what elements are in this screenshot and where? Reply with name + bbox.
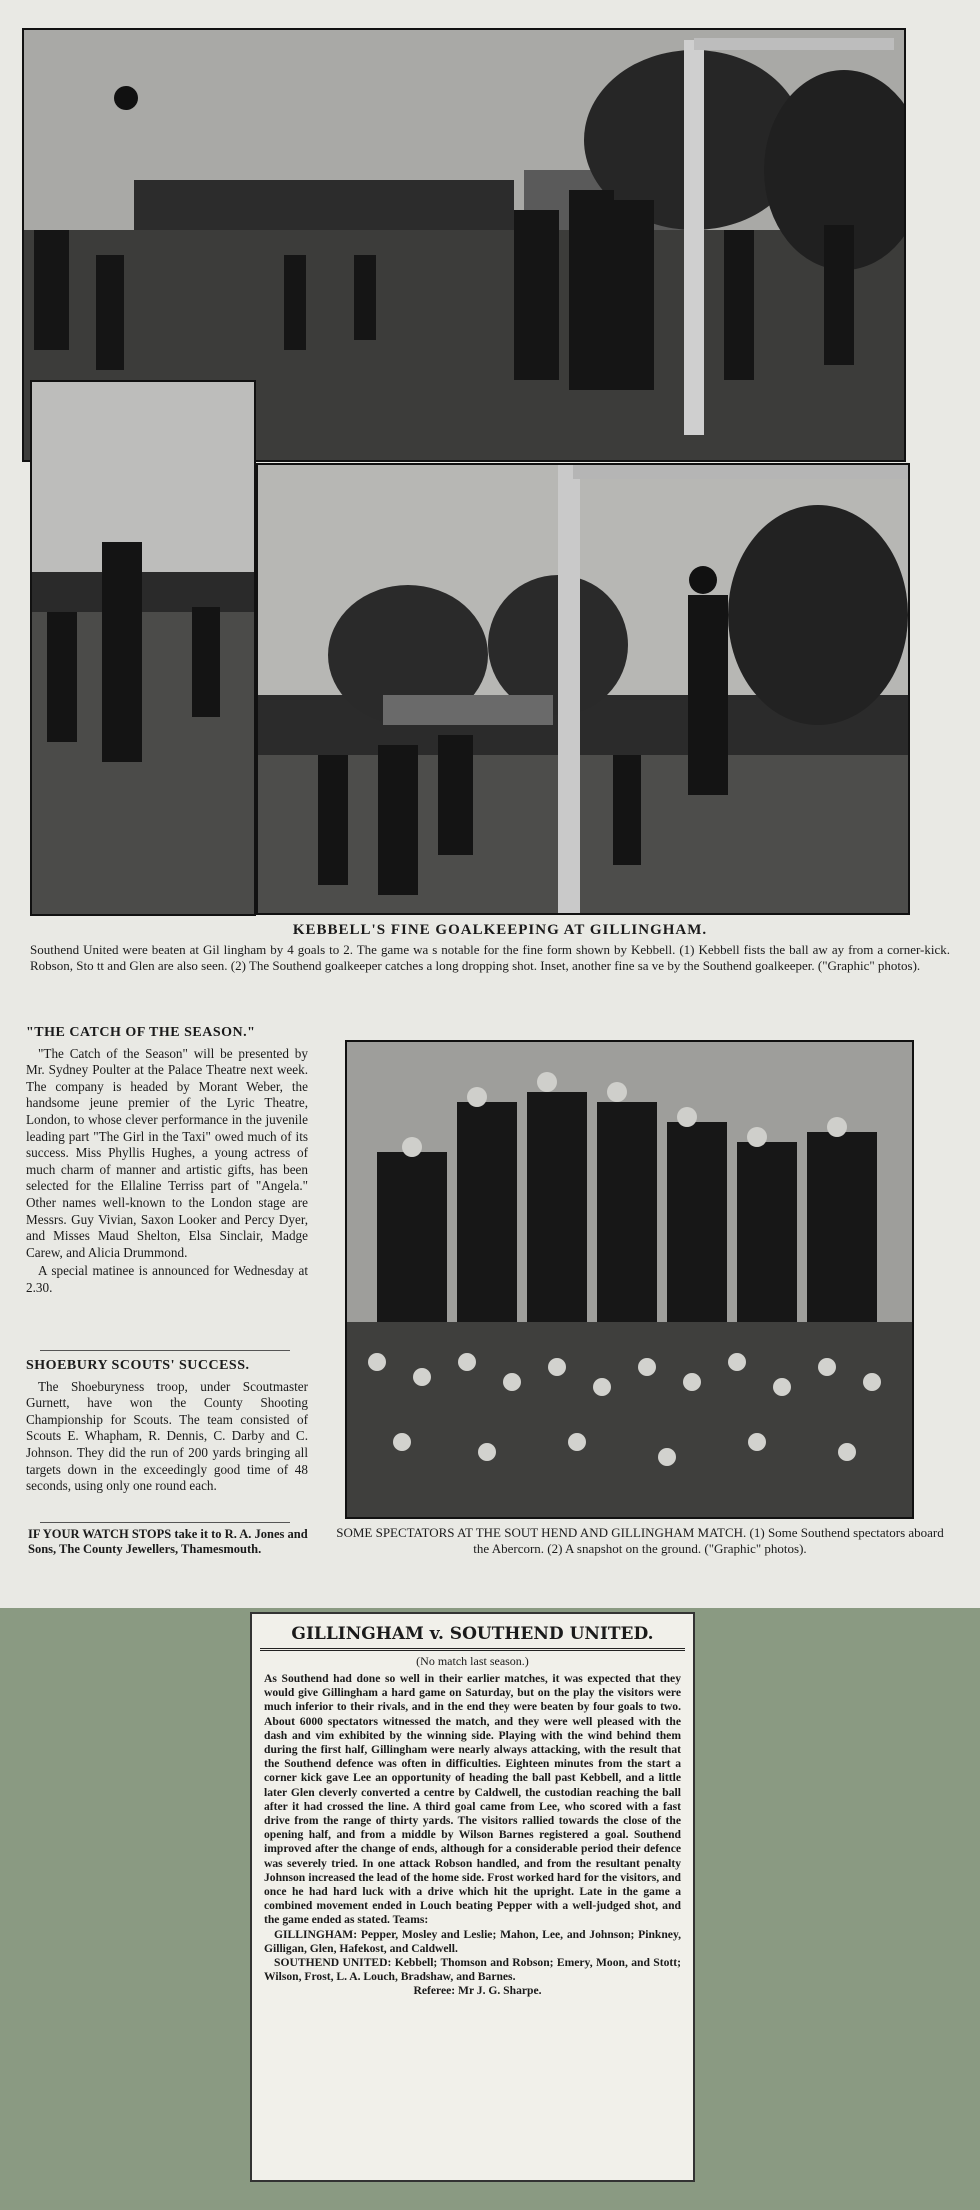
article-heading: "THE CATCH OF THE SEASON." [26,1025,256,1040]
watch-advert: IF YOUR WATCH STOPS take it to R. A. Jones and Sons, The County Jewellers, Thamesmouth. [28,1527,308,1556]
photo-spectators [345,1040,914,1519]
photo-drawing [32,382,254,914]
gillingham-lineup: GILLINGHAM: Pepper, Mosley and Leslie; Mahon, Lee, and Johnson; Pinkney, Gilligan, Glen, Hafekost, and Caldwell. [264,1927,681,1955]
photo-drawing [347,1042,912,1517]
photo-goalkeeper-catches [256,463,910,915]
photo-drawing [258,465,908,913]
match-report-clipping [250,1612,695,2182]
match-report-subtitle: (No match last season.) [416,1654,529,1668]
main-caption-title: KEBBELL'S FINE GOALKEEPING AT GILLINGHAM. [292,922,708,938]
match-report-title: GILLINGHAM v. SOUTHEND UNITED. [260,1624,685,1651]
southend-lineup: SOUTHEND UNITED: Kebbell; Thomson and Robson; Emery, Moon, and Stott; Wilson, Frost, L. A. Louch, Bradshaw, and Barnes. [264,1956,681,1984]
article-paragraph: "The Catch of the Season" will be presented by Mr. Sydney Poulter at the Palace Theatre next week. The company is headed by Morant Weber, the handsome jeune premier of the Lyric Theatre, London, to whose clever performance in the juvenile leading part "The Girl in the Taxi" owed much of its success. Miss Phyllis Hughes, a young actress of much charm of manner and artistic gifts, has been selected for the Ellaline Terriss part of "Angela." Other names well-known to the London stage are Messrs. Guy Vivian, Saxon Looker and Percy Dyer, and Misses Maud Shelton, Elsa Sinclair, Madge Carew, and Alicia Drummond. [26,1045,308,1260]
catch-of-season-article [26,1025,308,1299]
article-paragraph: A special matinee is announced for Wednesday at 2.30. [26,1263,308,1295]
article-heading: SHOEBURY SCOUTS' SUCCESS. [26,1358,250,1373]
spectators-caption: SOME SPECTATORS AT THE SOUT HEND AND GILLINGHAM MATCH. (1) Some Southend spectators aboard the Abercorn. (2) A snapshot on the ground. ("Graphic" photos). [336,1525,944,1556]
article-paragraph: The Shoeburyness troop, under Scoutmaster Gurnett, have won the County Shooting Championship for Scouts. The team consisted of Scouts E. Whapham, R. Dennis, C. Darby and C. Johnson. They did the run of 200 yards bringing all targets down in the exceedingly good time of 48 seconds, using only one round each. [26,1378,308,1494]
photo-inset-save [30,380,256,916]
column-divider [40,1522,290,1523]
referee-line: Referee: Mr J. G. Sharpe. [413,1984,542,1998]
shoebury-scouts-article [26,1358,308,1497]
team-lineups [264,1928,681,1999]
column-divider [40,1350,290,1351]
main-caption-body: Southend United were beaten at Gil lingham by 4 goals to 2. The game wa s notable for the fine form shown by Kebbell. (1) Kebbell fists the ball aw ay from a corner-kick. Robson, Sto tt and Glen are also seen. (2) The Southend goalkeeper catches a long dropping shot. Inset, another fine sa ve by the Southend goalkeeper. ("Graphic" photos). [30,942,950,973]
match-report-paragraph: As Southend had done so well in their earlier matches, it was expected that they would give Gillingham a hard game on Saturday, but on the play the visitors were much inferior to their rivals, and in the end they were beaten by four goals to two. About 6000 spectators witnessed the match, and they were well pleased with the dash and vim exhibited by the winning side. Playing with the wind behind them during the first half, Gillingham were nearly always attacking, with the result that the Southend defence was often in difficulties. Eighteen minutes from the start a corner kick gave Lee an opportunity of heading the ball past Kebbell, and a little later Glen cleverly converted a centre by Caldwell, the custodian reaching the ball after it had crossed the line. A third goal came from Lee, who scored with a fast drive from the range of thirty yards. The visitors rallied towards the close of the opening half, and from a middle by Wilson Barnes registered a goal. Southend improved after the change of ends, although for a considerable period their defence was severely tried. In one attack Robson handled, and from the resultant penalty Johnson increased the lead of the home side. Frost worked hard for the visitors, and once he had hard luck with a drive which hit the upright. Late in the game a combined movement ended in Louch beating Pepper with a well-judged shot, and the game ended as stated. Teams: [264,1672,681,1927]
match-report-body [264,1672,681,1928]
